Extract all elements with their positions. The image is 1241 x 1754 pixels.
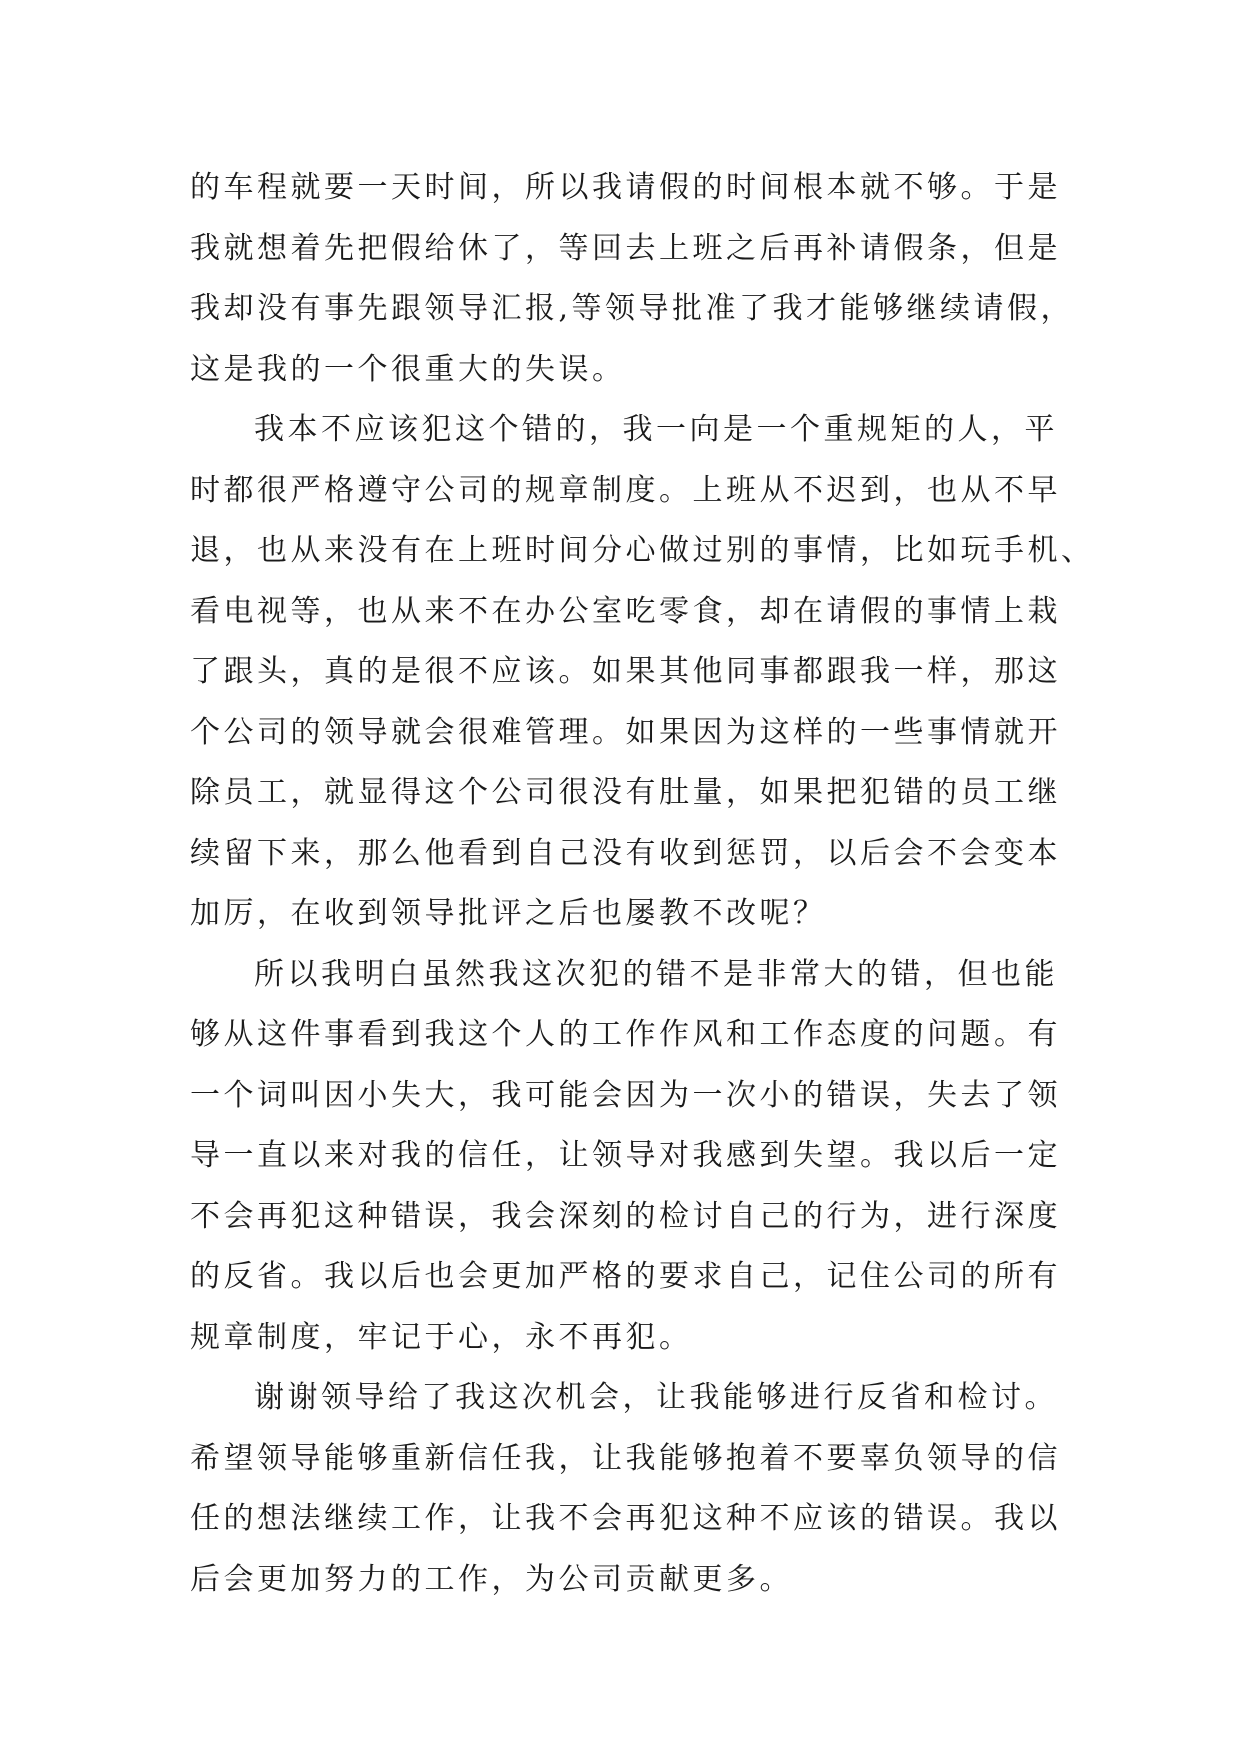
text-line: 时都很严格遵守公司的规章制度。上班从不迟到，也从不早 (190, 472, 1061, 508)
text-line: 除员工，就显得这个公司很没有肚量，如果把犯错的员工继 (190, 775, 1061, 810)
text-line: 退，也从来没有在上班时间分心做过别的事情，比如玩手机、 (190, 533, 1095, 568)
text-line: 个公司的领导就会很难管理。如果因为这样的一些事情就开 (190, 714, 1061, 750)
text-line: 的反省。我以后也会更加严格的要求自己，记住公司的所有 (190, 1259, 1061, 1294)
text-line: 续留下来，那么他看到自己没有收到惩罚，以后会不会变本 (190, 835, 1061, 871)
text-line: 我却没有事先跟领导汇报,等领导批准了我才能够继续请假， (190, 291, 1075, 326)
text-line: 规章制度，牢记于心，永不再犯。 (190, 1319, 693, 1355)
text-line: 不会再犯这种错误，我会深刻的检讨自己的行为，进行深度 (190, 1198, 1061, 1234)
text-line: 够从这件事看到我这个人的工作作风和工作态度的问题。有 (190, 1017, 1061, 1052)
text-line: 任的想法继续工作，让我不会再犯这种不应该的错误。我以 (190, 1501, 1061, 1536)
text-line: 一个词叫因小失大，我可能会因为一次小的错误，失去了领 (190, 1077, 1061, 1113)
text-line: 看电视等，也从来不在办公室吃零食，却在请假的事情上栽 (190, 593, 1061, 629)
text-line: 谢谢领导给了我这次机会，让我能够进行反省和检讨。 (254, 1380, 1058, 1415)
text-line: 了跟头，真的是很不应该。如果其他同事都跟我一样，那这 (190, 654, 1061, 689)
text-line: 加厉，在收到领导批评之后也屡教不改呢？ (190, 896, 827, 931)
document-body (190, 158, 1095, 1610)
text-line: 我就想着先把假给休了，等回去上班之后再补请假条，但是 (190, 230, 1061, 266)
text-line: 的车程就要一天时间，所以我请假的时间根本就不够。于是 (190, 170, 1061, 205)
text-line: 这是我的一个很重大的失误。 (190, 351, 626, 387)
text-line: 我本不应该犯这个错的，我一向是一个重规矩的人，平 (254, 412, 1058, 447)
text-line: 导一直以来对我的信任，让领导对我感到失望。我以后一定 (190, 1138, 1061, 1173)
text-line: 后会更加努力的工作，为公司贡献更多。 (190, 1561, 793, 1597)
text-line: 希望领导能够重新信任我，让我能够抱着不要辜负领导的信 (190, 1440, 1061, 1476)
text-line: 所以我明白虽然我这次犯的错不是非常大的错，但也能 (254, 956, 1058, 992)
